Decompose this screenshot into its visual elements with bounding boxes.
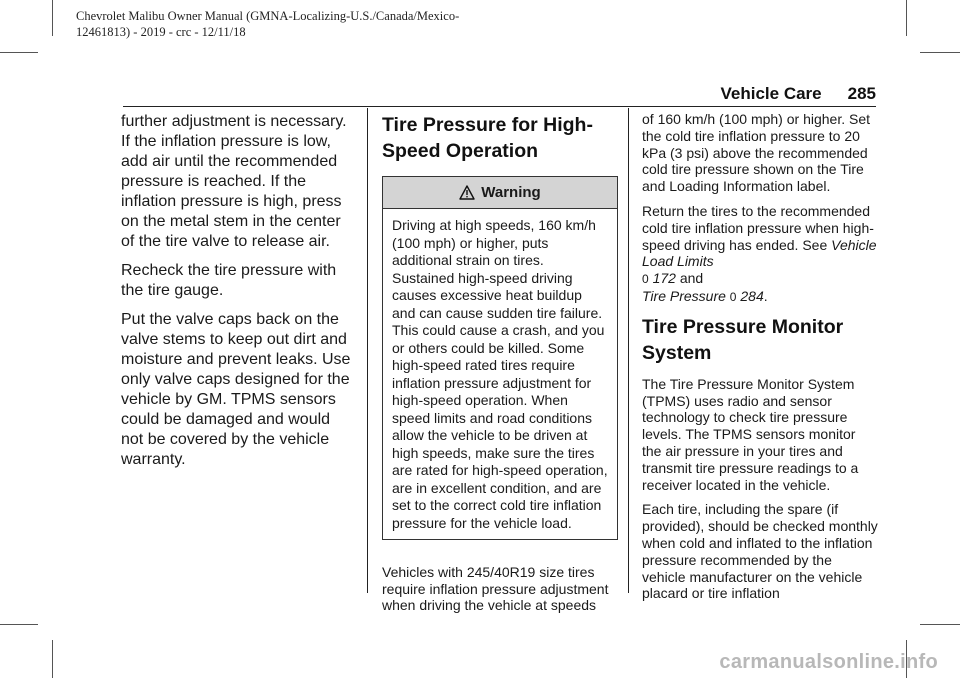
header-rule [123, 106, 876, 107]
section-heading-tpms: Tire Pressure Monitor System [642, 315, 844, 364]
paragraph: The Tire Pressure Monitor System (TPMS) uses radio and sensor technology to check tire pressure levels. The TPMS sensors monitor the air pressure in your tires and transmit tire pressure readings to a receiver located in the vehicle. [642, 375, 859, 493]
watermark: carmanualsonline.info [719, 651, 938, 673]
column-2 [382, 112, 618, 623]
page-arrow-icon: 0 [729, 289, 737, 304]
document-header [76, 8, 596, 40]
paragraph: Vehicles with 245/40R19 size tires require inflation pressure adjustment when driving the vehicle at speeds [382, 564, 609, 613]
paragraph: Put the valve caps back on the valve stems to keep out dirt and moisture and prevent leaks. Use only valve caps designed for the vehicle by GM. TPMS sensors could be damaged and would not be covered by the vehicle warranty. [121, 311, 351, 468]
section-title: Vehicle Care [720, 84, 822, 103]
xref-vehicle-load-limits[interactable]: Vehicle Load Limits 0 172 [642, 236, 877, 287]
column-divider [628, 108, 629, 593]
warning-triangle-icon [459, 185, 475, 200]
paragraph: Each tire, including the spare (if provided), should be checked monthly when cold and inflated to the inflation pressure recommended by the vehicle manufacturer on the vehicle placard or tire inflation [642, 501, 878, 602]
crop-mark [920, 624, 960, 625]
paragraph: of 160 km/h (100 mph) or higher. Set the cold tire inflation pressure to 20 kPa (3 psi) above the recommended cold tire pressure shown on the Tire and Loading Information label. [642, 111, 871, 195]
running-head [721, 84, 877, 104]
column-1 [121, 112, 355, 479]
page-number: 285 [847, 84, 876, 103]
paragraph: further adjustment is necessary. If the inflation pressure is low, add air until the recommended pressure is reached. If the inflation pressure is high, press on the metal stem in the center of the tire valve to release air. [121, 113, 347, 250]
crop-mark [0, 52, 38, 53]
column-3 [642, 111, 878, 610]
column-divider [367, 108, 368, 593]
paragraph: Recheck the tire pressure with the tire gauge. [121, 262, 337, 299]
section-heading-high-speed: Tire Pressure for High-Speed Operation [382, 114, 593, 162]
paragraph-cross-reference: Return the tires to the recommended cold tire inflation pressure when high-speed driving has ended. See Vehicle Load Limits 0 172 and Tire Pressure 0 284. [642, 202, 877, 304]
crop-mark [920, 52, 960, 53]
warning-text: Driving at high speeds, 160 km/h (100 mph) or higher, puts additional strain on tires. Sustained high-speed driving causes excessive heat buildup and can cause sudden tire failure. This could cause a crash, and you or others could be killed. Some high-speed rated tires require inflation pressure adjustment for high-speed operation. When speed limits and road conditions allow the vehicle to be driven at high speeds, make sure the tires are rated for high-speed operation, are in excellent condition, and are set to the correct cold tire inflation pressure for the vehicle load. [392, 217, 608, 531]
document-header-line2: 12461813) - 2019 - crc - 12/11/18 [76, 25, 246, 39]
warning-header [383, 177, 617, 209]
crop-mark [52, 640, 53, 678]
crop-mark [906, 0, 907, 36]
crop-mark [52, 0, 53, 36]
warning-box [382, 176, 618, 540]
warning-title: Warning [481, 183, 541, 201]
and-text: and [679, 270, 704, 287]
crop-mark [0, 624, 38, 625]
page-arrow-icon: 0 [642, 272, 649, 287]
paragraph-text: Return the tires to the recommended cold tire inflation pressure when high-speed driving has ended. See [642, 202, 874, 253]
xref-tire-pressure[interactable]: Tire Pressure 0 284 [642, 287, 764, 304]
document-header-line1: Chevrolet Malibu Owner Manual (GMNA-Localizing-U.S./Canada/Mexico- [76, 9, 460, 23]
